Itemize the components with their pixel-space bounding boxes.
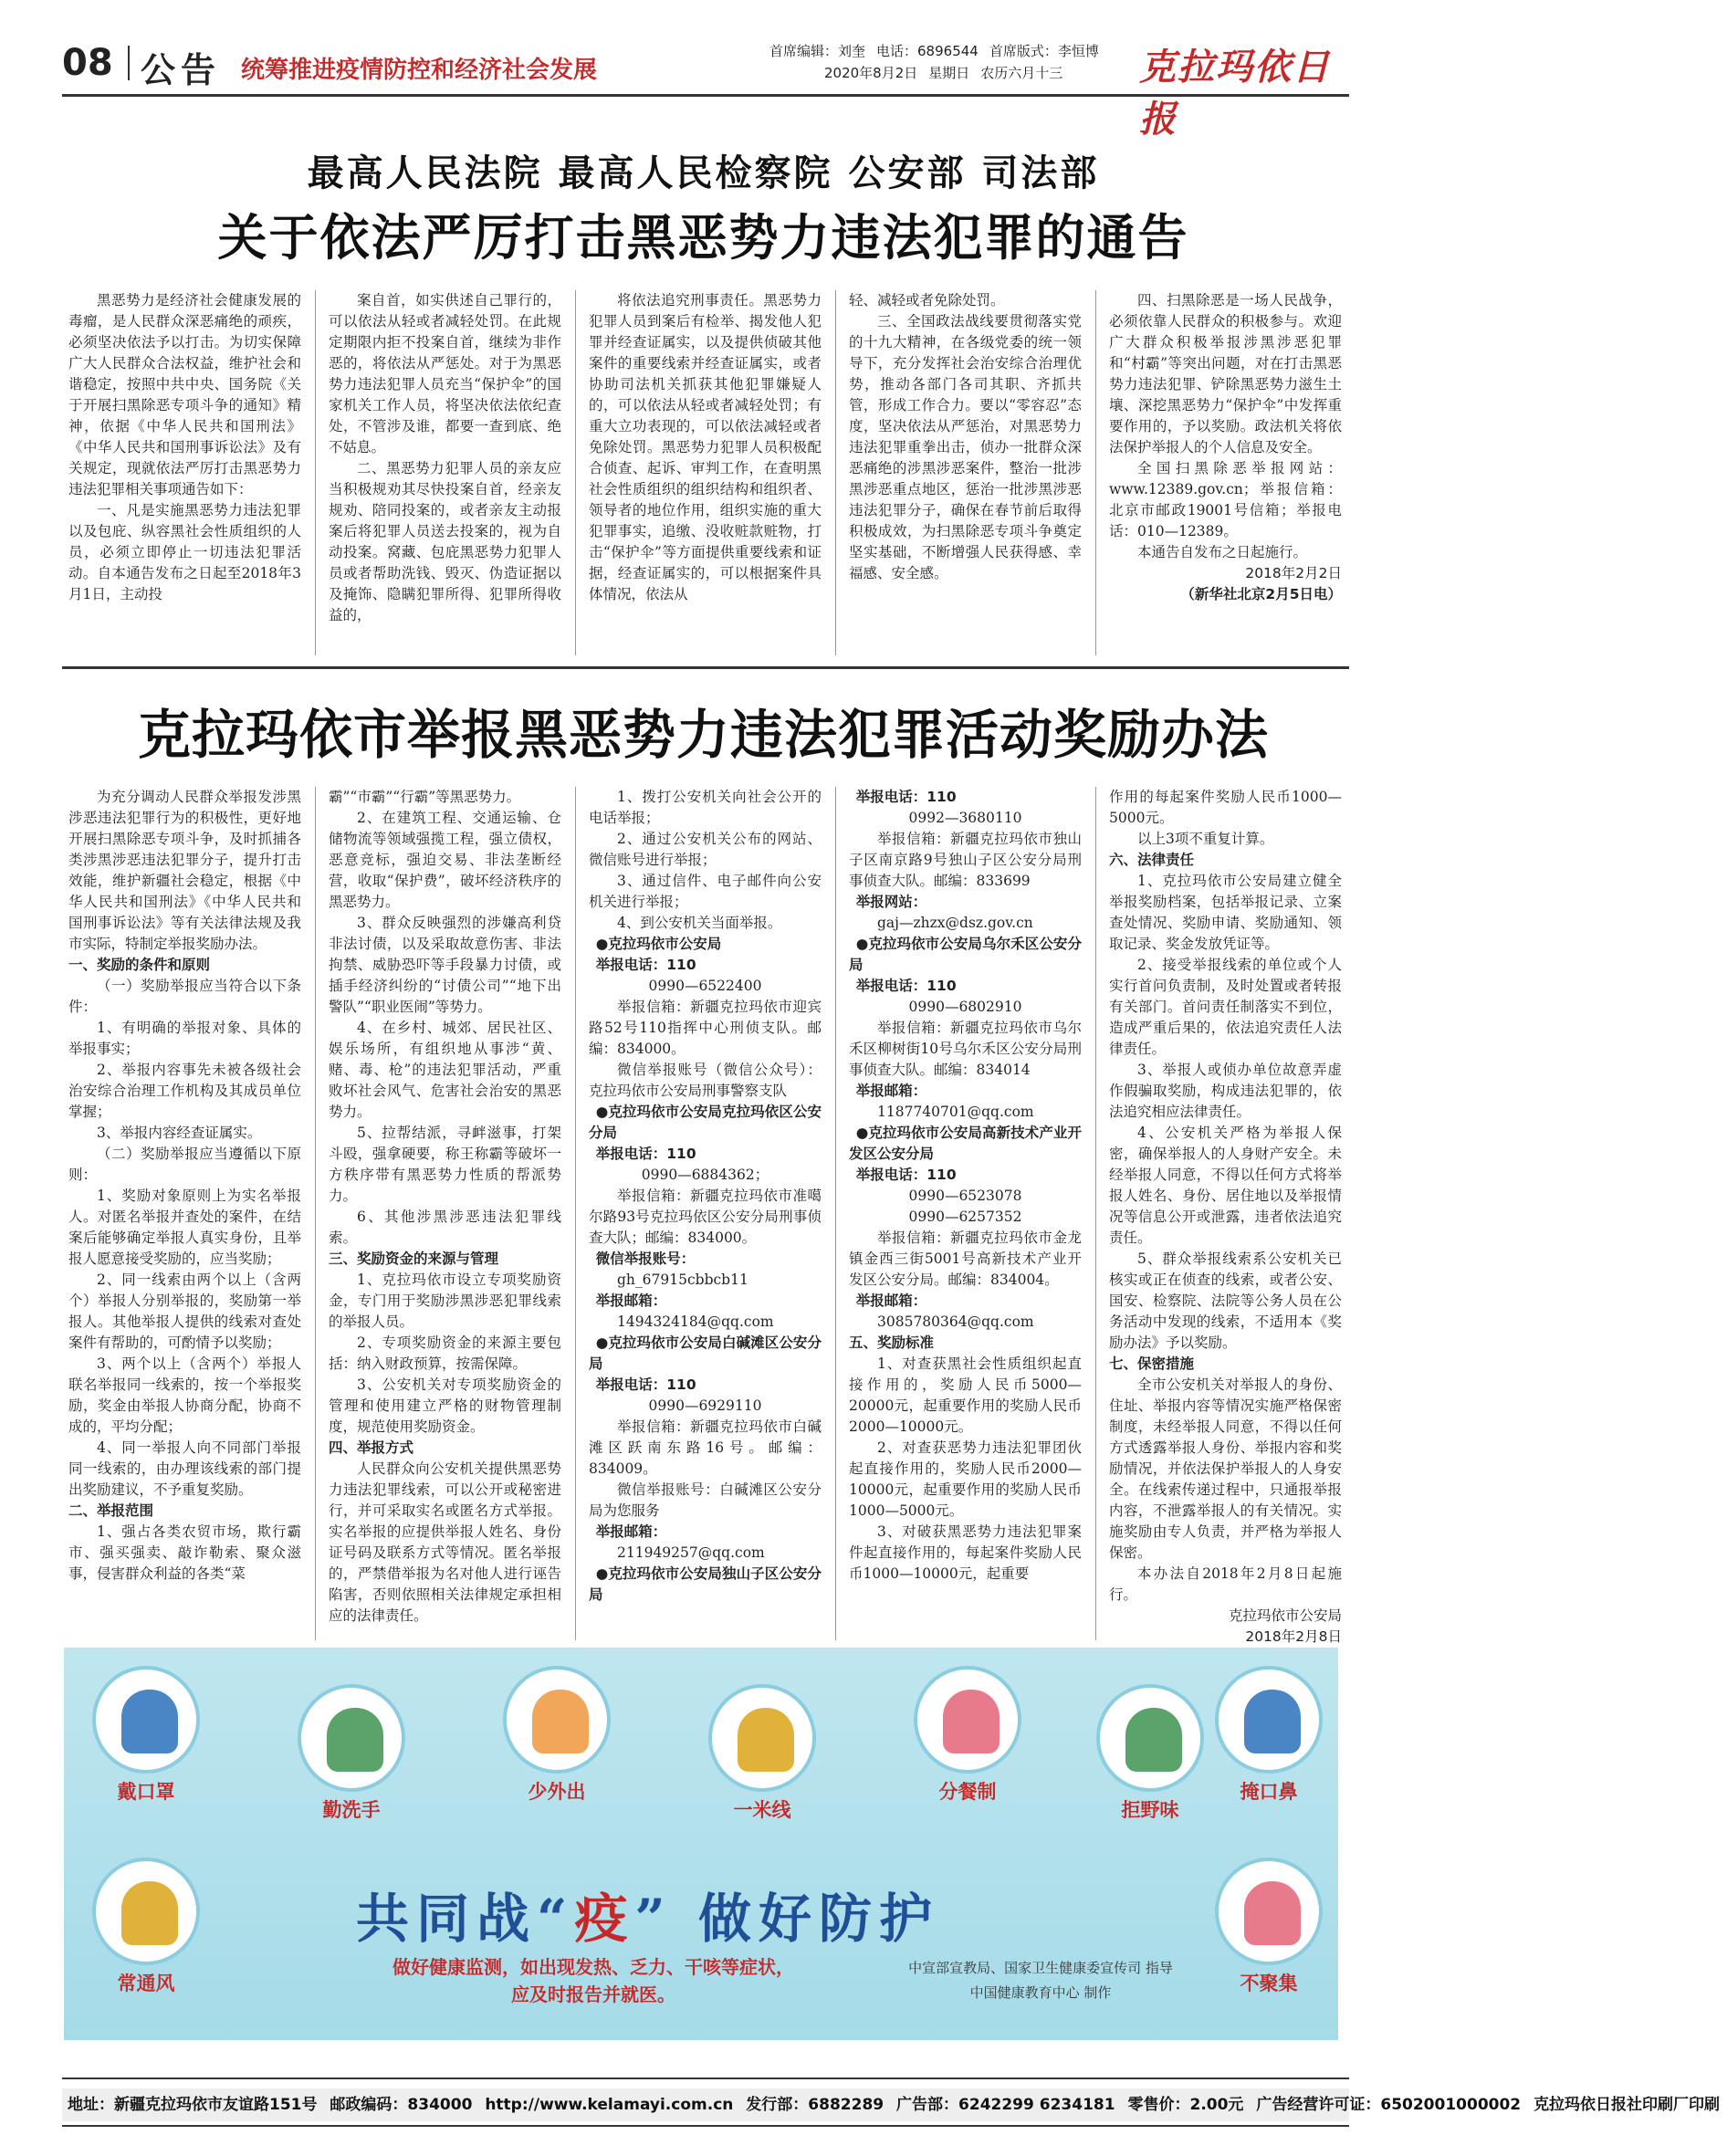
paragraph: 以上3项不重复计算。	[1137, 831, 1274, 847]
text-column	[1109, 290, 1342, 655]
paragraph: 1、奖励对象原则上为实名举报人。对匿名举报并查处的案件，在结案后能够确定举报人真实身份，且举报人愿意接受奖励的，应当奖励；	[68, 1188, 301, 1267]
column-divider	[315, 290, 316, 655]
banner-item-label: 勤洗手	[322, 1799, 381, 1821]
banner-item-label: 拒野味	[1121, 1799, 1179, 1821]
paragraph: 2、举报内容事先未被各级社会治安综合治理工作机构及其成员单位掌握；	[68, 1062, 301, 1120]
paragraph: 5、拉帮结派，寻衅滋事，打架斗殴，强拿硬要，称王称霸等破坏一方秩序带有黑恶势力性质的帮派势力。	[329, 1125, 561, 1204]
paragraph: 0990—6802910	[908, 999, 1022, 1015]
paragraph: 0990—6522400	[648, 978, 762, 994]
section-divider	[62, 666, 1349, 669]
banner-slogan-highlight: 疫	[574, 1888, 635, 1950]
notice2-title: 克拉玛依市举报黑恶势力违法犯罪活动奖励办法	[137, 704, 1269, 766]
paragraph: 3、群众反映强烈的涉嫌高利贷非法讨债，以及采取故意伤害、非法拘禁、威胁恐吓等手段暴力讨债，或插手经济纠纷的“讨债公司”“地下出警队”“职业医闹”等势力。	[329, 915, 561, 1015]
paragraph: 举报信箱：新疆克拉玛依市迎宾路52号110指挥中心刑侦支队。邮编：834000。	[589, 999, 822, 1057]
banner-item	[698, 1684, 826, 1823]
paragraph: 2018年2月8日	[1245, 1628, 1342, 1645]
text-column	[589, 290, 822, 655]
banner-item-label: 常通风	[117, 1973, 175, 1994]
paragraph: 作用的每起案件奖励人民币1000—5000元。	[1109, 789, 1342, 826]
banner-item	[1205, 1858, 1333, 1996]
paragraph: 轻、减轻或者免除处罚。	[849, 292, 1005, 309]
paragraph: 0990—6523078	[908, 1188, 1022, 1204]
paragraph: 举报邮箱：	[855, 1083, 927, 1099]
banner-item-label: 戴口罩	[117, 1781, 175, 1803]
paragraph: 0992—3680110	[908, 810, 1022, 826]
column-divider	[835, 290, 836, 655]
editor: 首席编辑：刘奎	[769, 43, 866, 59]
paragraph: 微信举报账号：白碱滩区公安分局为您服务	[589, 1481, 822, 1519]
banner-item	[82, 1666, 210, 1805]
paragraph: 2、专项奖励资金的来源主要包括：纳入财政预算，按需保障。	[329, 1334, 561, 1372]
section-heading: 六、法律责任	[1109, 852, 1195, 868]
text-column	[849, 290, 1082, 655]
notice2-body	[68, 787, 1342, 1645]
lunar-date: 农历六月十三	[980, 65, 1063, 81]
paragraph: 举报电话：110	[855, 978, 957, 994]
section-heading: 四、举报方式	[329, 1439, 414, 1456]
banner-item-label: 一米线	[733, 1799, 791, 1821]
paragraph: 霸”“市霸”“行霸”等黑恶势力。	[329, 789, 521, 805]
paragraph: ●克拉玛依市公安局	[595, 936, 722, 952]
footer-price: 零售价：2.00元	[1127, 2096, 1244, 2114]
footer-postcode: 邮政编码：834000	[330, 2096, 473, 2114]
paragraph: 举报邮箱：	[595, 1523, 667, 1540]
banner-slogan-part1: 共同战“	[356, 1888, 575, 1950]
column-divider	[1095, 290, 1096, 655]
column-divider	[575, 290, 576, 655]
banner-health-notice	[338, 1953, 849, 2008]
paragraph: （新华社北京2月5日电）	[1180, 586, 1342, 602]
footer-ads: 广告部：6242299 6234181	[896, 2096, 1115, 2114]
paragraph: 3、通过信件、电子邮件向公安机关进行举报；	[589, 873, 822, 910]
paragraph: 举报邮箱：	[595, 1293, 667, 1309]
paragraph: 2、接受举报线索的单位或个人实行首问负责制，及时处置或者转报有关部门。首问责任制落实不到位，造成严重后果的，依法追究责任人法律责任。	[1109, 957, 1342, 1057]
paragraph: 微信举报账号（微信公众号）：克拉玛依市公安局刑事警察支队	[589, 1062, 822, 1099]
paragraph: 四、扫黑除恶是一场人民战争，必须依靠人民群众的积极参与。欢迎广大群众积极举报涉黑涉恶犯罪和“村霸”等突出问题，对在打击黑恶势力违法犯罪、铲除黑恶势力滋生土壤、深挖黑恶势力“保护伞”中发挥重要作用的，予以奖励。政法机关将依法保护举报人的个人信息及安全。	[1109, 292, 1342, 455]
banner-item	[493, 1666, 621, 1805]
banner-item	[288, 1684, 415, 1823]
footer-rule-top	[62, 2078, 1349, 2079]
paragraph: 3、对破获黑恶势力违法犯罪案件起直接作用的，每起案件奖励人民币1000—10000元，起重要	[849, 1523, 1082, 1582]
paragraph: 举报网站：	[855, 894, 927, 910]
paragraph: 将依法追究刑事责任。黑恶势力犯罪人员到案后有检举、揭发他人犯罪并经查证属实，以及提供侦破其他案件的重要线索并经查证属实，或者协助司法机关抓获其他犯罪嫌疑人的，可以依法从轻或者减轻处罚；有重大立功表现的，可以依法减轻或者免除处罚。黑恶势力犯罪人员积极配合侦查、起诉、审判工作，在查明黑社会性质组织的组织结构和组织者、领导者的地位作用，组织实施的重大犯罪事实，追缴、没收赃款赃物，打击“保护伞”等方面提供重要线索和证据，经查证属实的，可以根据案件具体情况，依法从	[589, 292, 822, 602]
paragraph: 一、凡是实施黑恶势力违法犯罪以及包庇、纵容黑社会性质组织的人员，必须立即停止一切违法犯罪活动。自本通告发布之日起至2018年3月1日，主动投	[68, 502, 301, 602]
section-heading: 五、奖励标准	[849, 1334, 935, 1351]
paragraph: 1、对查获黑社会性质组织起直接作用的，奖励人民币5000—20000元，起重要作用的奖励人民币2000—10000元。	[849, 1355, 1082, 1435]
banner-notice-line1: 做好健康监测，如出现发热、乏力、干咳等症状，	[392, 1956, 794, 1978]
banner-item	[1086, 1684, 1214, 1823]
paragraph: 举报信箱：新疆克拉玛依市金龙镇金西三街5001号高新技术产业开发区公安分局。邮编：834004。	[849, 1230, 1082, 1288]
banner-item-label: 少外出	[528, 1781, 586, 1803]
footer-address: 地址：新疆克拉玛依市友谊路151号	[68, 2096, 318, 2114]
text-column	[589, 787, 822, 1640]
text-column	[329, 787, 561, 1640]
text-column	[329, 290, 561, 655]
section-heading: 七、保密措施	[1109, 1355, 1195, 1372]
paragraph: 0990—6929110	[648, 1397, 762, 1414]
paragraph: 1187740701@qq.com	[877, 1104, 1034, 1120]
paragraph: 3、公安机关对专项奖励资金的管理和使用建立严格的财物管理制度，规范使用奖励资金。	[329, 1376, 561, 1435]
paragraph: 1494324184@qq.com	[617, 1313, 774, 1330]
banner-slogan-part2: ” 做好防护	[634, 1888, 939, 1950]
notice1-issuers: 最高人民法院 最高人民检察院 公安部 司法部	[307, 152, 1100, 194]
paragraph: 举报信箱：新疆克拉玛依市准噶尔路93号克拉玛依区公安分局刑事侦查大队；邮编：834000。	[589, 1188, 822, 1246]
notice1-title: 关于依法严厉打击黑恶势力违法犯罪的通告	[217, 209, 1189, 267]
no-gathering-icon	[1215, 1858, 1323, 1965]
paragraph: 举报电话：110	[855, 1167, 957, 1183]
text-column	[68, 787, 301, 1640]
section-heading: 一、奖励的条件和原则	[68, 957, 211, 973]
paragraph: 1、拨打公安机关向社会公开的电话举报；	[589, 789, 822, 826]
handwash-icon	[298, 1684, 405, 1792]
paragraph: 2、对查获恶势力违法犯罪团伙起直接作用的，奖励人民币2000—10000元，起重要作用的奖励人民币1000—5000元。	[849, 1439, 1082, 1519]
text-column	[68, 290, 301, 655]
section-heading: 三、奖励资金的来源与管理	[329, 1251, 499, 1267]
paragraph: gaj—zhzx@dsz.gov.cn	[877, 915, 1033, 931]
page-footer	[62, 2088, 1721, 2121]
section-name: 公告	[141, 49, 222, 90]
newspaper-logo: 克拉玛依日报	[1139, 46, 1331, 141]
paragraph: 3、两个以上（含两个）举报人联名举报同一线索的，按一个举报奖励，奖金由举报人协商分配，协商不成的，平均分配；	[68, 1355, 301, 1435]
paragraph: ●克拉玛依市公安局独山子区公安分局	[589, 1565, 822, 1603]
paragraph: 1、强占各类农贸市场，欺行霸市、强买强卖、敲诈勒索、聚众滋事，侵害群众利益的各类“菜	[68, 1523, 301, 1582]
paragraph: 举报电话：110	[595, 957, 696, 973]
cover-mouth-icon	[1215, 1666, 1323, 1774]
paragraph: ●克拉玛依市公安局高新技术产业开发区公安分局	[849, 1125, 1082, 1162]
paragraph: 1、克拉玛依市公安局建立健全举报奖励档案，包括举报记录、立案查处情况、奖励申请、奖励通知、领取记录、奖金发放凭证等。	[1109, 873, 1342, 952]
paragraph: 案自首，如实供述自己罪行的，可以依法从轻或者减轻处罚。在此规定期限内拒不投案自首，继续为非作恶的，将依法从严惩处。对于为黑恶势力违法犯罪人员充当“保护伞”的国家机关工作人员，将坚决依法依纪查处，不管涉及谁，都要一查到底、绝不姑息。	[329, 292, 561, 455]
paragraph: 2018年2月2日	[1245, 565, 1342, 581]
footer-license: 广告经营许可证：6502001000002	[1256, 2096, 1522, 2114]
banner-slogan	[356, 1876, 939, 1952]
banner-org-guide: 中宣部宣教局、国家卫生健康委宣传司 指导	[908, 1960, 1173, 1976]
paragraph: 为充分调动人民群众举报发涉黑涉恶违法犯罪行为的积极性，更好地开展扫黑除恶专项斗争，及时抓捕各类涉黑涉恶违法犯罪分子，提升打击效能，维护新疆社会稳定，根据《中华人民共和国刑法》《中华人民共和国刑事诉讼法》等有关法律法规及我市实际，特制定举报奖励办法。	[68, 789, 301, 952]
footer-circulation: 发行部：6882289	[746, 2096, 884, 2114]
section-slogan: 统筹推进疫情防控和经济社会发展	[241, 57, 598, 84]
stay-home-icon	[503, 1666, 611, 1774]
header-divider	[128, 46, 130, 80]
page-header	[62, 35, 1349, 141]
column-divider	[315, 787, 316, 1640]
banner-item-label: 掩口鼻	[1240, 1781, 1298, 1803]
paragraph: 举报电话：110	[595, 1376, 696, 1393]
paragraph: 4、公安机关严格为举报人保密，确保举报人的人身财产安全。未经举报人同意，不得以任何方式将举报人姓名、身份、居住地以及举报情况等信息公开或泄露，违者依法追究责任。	[1109, 1125, 1342, 1246]
paragraph: 举报电话：110	[855, 789, 957, 805]
banner-org-producer: 中国健康教育中心 制作	[969, 1984, 1112, 2001]
paragraph: 0990—6884362；	[641, 1167, 769, 1183]
paragraph: 4、在乡村、城郊、居民社区、娱乐场所，有组织地从事涉“黄、赌、毒、枪”的违法犯罪活动，严重败坏社会风气、危害社会治安的黑恶势力。	[329, 1020, 561, 1120]
paragraph: 211949257@qq.com	[617, 1544, 765, 1561]
paragraph: gh_67915cbbcb11	[617, 1272, 748, 1288]
paragraph: 举报信箱：新疆克拉玛依市乌尔禾区柳树街10号乌尔禾区公安分局刑事侦查大队。邮编：834014	[849, 1020, 1082, 1078]
paragraph: 全市公安机关对举报人的身份、住址、举报内容等情况实施严格保密制度，未经举报人同意，不得以任何方式透露举报人身份、举报内容和奖励情况，并依法保护举报人的人身安全。在线索传递过程中，只通报举报内容，不泄露举报人的有关情况。实施奖励由专人负责，并严格为举报人保密。	[1109, 1376, 1342, 1561]
weekday: 星期日	[928, 65, 970, 81]
paragraph: 0990—6257352	[908, 1209, 1022, 1225]
banner-item	[1205, 1666, 1333, 1805]
header-meta	[769, 40, 1110, 84]
paragraph: 黑恶势力是经济社会健康发展的毒瘤，是人民群众深恶痛绝的顽疾，必须坚决依法予以打击。为切实保障广大人民群众合法权益，维护社会和谐稳定，按照中共中央、国务院《关于开展扫黑除恶专项斗争的通知》精神，依据《中华人民共和国刑法》《中华人民共和国刑事诉讼法》及有关规定，现就依法严厉打击黑恶势力违法犯罪相关事项通告如下：	[68, 292, 301, 497]
paragraph: 6、其他涉黑涉恶违法犯罪线索。	[329, 1209, 561, 1246]
paragraph: 3、举报内容经查证属实。	[97, 1125, 262, 1141]
paragraph: 1、有明确的举报对象、具体的举报事实；	[68, 1020, 301, 1057]
banner-item-label: 不聚集	[1240, 1973, 1298, 1994]
banner-item	[82, 1858, 210, 1996]
mask-icon	[92, 1666, 200, 1774]
paragraph: 1、克拉玛依市设立专项奖励资金，专门用于奖励涉黑涉恶犯罪线索的举报人员。	[329, 1272, 561, 1330]
meal-icon	[914, 1666, 1021, 1774]
paragraph: 2、通过公安机关公布的网站、微信账号进行举报；	[589, 831, 822, 868]
column-divider	[1095, 787, 1096, 1640]
paragraph: （一）奖励举报应当符合以下条件：	[68, 978, 301, 1015]
footer-website[interactable]: http://www.kelamayi.com.cn	[485, 2096, 734, 2114]
paragraph: 三、全国政法战线要贯彻落实党的十九大精神，在各级党委的统一领导下，充分发挥社会治安综合治理优势，推动各部门各司其职、齐抓共管，形成工作合力。要以“零容忍”态度，坚决依法从严惩治，对黑恶势力违法犯罪重拳出击，侦办一批群众深恶痛绝的涉黑涉恶案件，整治一批涉黑涉恶重点地区，惩治一批涉黑涉恶违法犯罪分子，确保在春节前后取得积极成效，为扫黑除恶专项斗争奠定坚实基础，不断增强人民获得感、幸福感、安全感。	[849, 313, 1082, 581]
paragraph: 微信举报账号：	[595, 1251, 696, 1267]
issue-date: 2020年8月2日	[824, 65, 918, 81]
paragraph: 5、群众举报线索系公安机关已核实或正在侦查的线索，或者公安、国安、检察院、法院等公务人员在公务活动中发现的线索，不适用本《奖励办法》予以奖励。	[1109, 1251, 1342, 1351]
banner-notice-line2: 应及时报告并就医。	[511, 1983, 675, 2005]
paragraph: 举报电话：110	[595, 1146, 696, 1162]
paragraph: 人民群众向公安机关提供黑恶势力违法犯罪线索，可以公开或秘密进行，并可采取实名或匿名方式举报。实名举报的应提供举报人姓名、身份证号码及联系方式等情况。匿名举报的，严禁借举报为名对他人进行诬告陷害，否则依照相关法律规定承担相应的法律责任。	[329, 1460, 561, 1624]
footer-printer: 克拉玛依日报社印刷厂印刷	[1533, 2096, 1721, 2114]
paragraph: 4、到公安机关当面举报。	[617, 915, 782, 931]
page-number: 08	[62, 42, 113, 84]
text-column	[849, 787, 1082, 1640]
banner-organizers	[858, 1956, 1223, 2005]
paragraph: 举报信箱：新疆克拉玛依市独山子区南京路9号独山子区公安分局刑事侦查大队。邮编：833699	[849, 831, 1082, 889]
banner-item	[904, 1666, 1031, 1805]
epidemic-prevention-banner	[64, 1648, 1338, 2040]
paragraph: 克拉玛依市公安局	[1228, 1607, 1342, 1624]
paragraph: ●克拉玛依市公安局白碱滩区公安分局	[589, 1334, 822, 1372]
distance-icon	[708, 1684, 816, 1792]
paragraph: 全国扫黑除恶举报网站：www.12389.gov.cn；举报信箱：北京市邮政19001号信箱；举报电话：010—12389。	[1109, 460, 1342, 539]
ventilation-icon	[92, 1858, 200, 1965]
paragraph: 3、举报人或侦办单位故意弄虚作假骗取奖励，构成违法犯罪的，依法追究相应法律责任。	[1109, 1062, 1342, 1120]
paragraph: （二）奖励举报应当遵循以下原则：	[68, 1146, 301, 1183]
paragraph: 本办法自2018年2月8日起施行。	[1109, 1565, 1342, 1603]
header-rule	[62, 94, 1349, 97]
paragraph: ●克拉玛依市公安局克拉玛依区公安分局	[589, 1104, 822, 1141]
paragraph: 二、黑恶势力犯罪人员的亲友应当积极规劝其尽快投案自首，经亲友规劝、陪同投案的，或者亲友主动报案后将犯罪人员送去投案的，视为自动投案。窝藏、包庇黑恶势力犯罪人员或者帮助洗钱、毁灭、伪造证据以及掩饰、隐瞒犯罪所得、犯罪所得收益的，	[329, 460, 561, 623]
paragraph: 举报信箱：新疆克拉玛依市白碱滩区跃南东路16号。邮编：834009。	[589, 1418, 822, 1477]
phone: 电话：6896544	[876, 43, 979, 59]
no-wildlife-icon	[1096, 1684, 1204, 1792]
text-column	[1109, 787, 1342, 1645]
paragraph: 3085780364@qq.com	[877, 1313, 1034, 1330]
paragraph: 2、同一线索由两个以上（含两个）举报人分别举报的，奖励第一举报人。其他举报人提供的线索对查处案件有帮助的，可酌情予以奖励；	[68, 1272, 301, 1351]
column-divider	[575, 787, 576, 1640]
paragraph: 2、在建筑工程、交通运输、仓储物流等领域强揽工程，强立债权，恶意竞标，强迫交易、非法垄断经营，收取“保护费”，破坏经济秩序的黑恶势力。	[329, 810, 561, 910]
paragraph: 4、同一举报人向不同部门举报同一线索的，由办理该线索的部门提出奖励建议，不予重复奖励。	[68, 1439, 301, 1498]
paragraph: ●克拉玛依市公安局乌尔禾区公安分局	[849, 936, 1082, 973]
notice1-body	[68, 290, 1342, 655]
footer-rule-bottom	[62, 2125, 1349, 2127]
banner-item-label: 分餐制	[938, 1781, 997, 1803]
paragraph: 本通告自发布之日起施行。	[1137, 544, 1308, 560]
designer: 首席版式：李恒博	[989, 43, 1099, 59]
paragraph: 举报邮箱：	[855, 1293, 927, 1309]
section-heading: 二、举报范围	[68, 1502, 154, 1519]
column-divider	[835, 787, 836, 1640]
